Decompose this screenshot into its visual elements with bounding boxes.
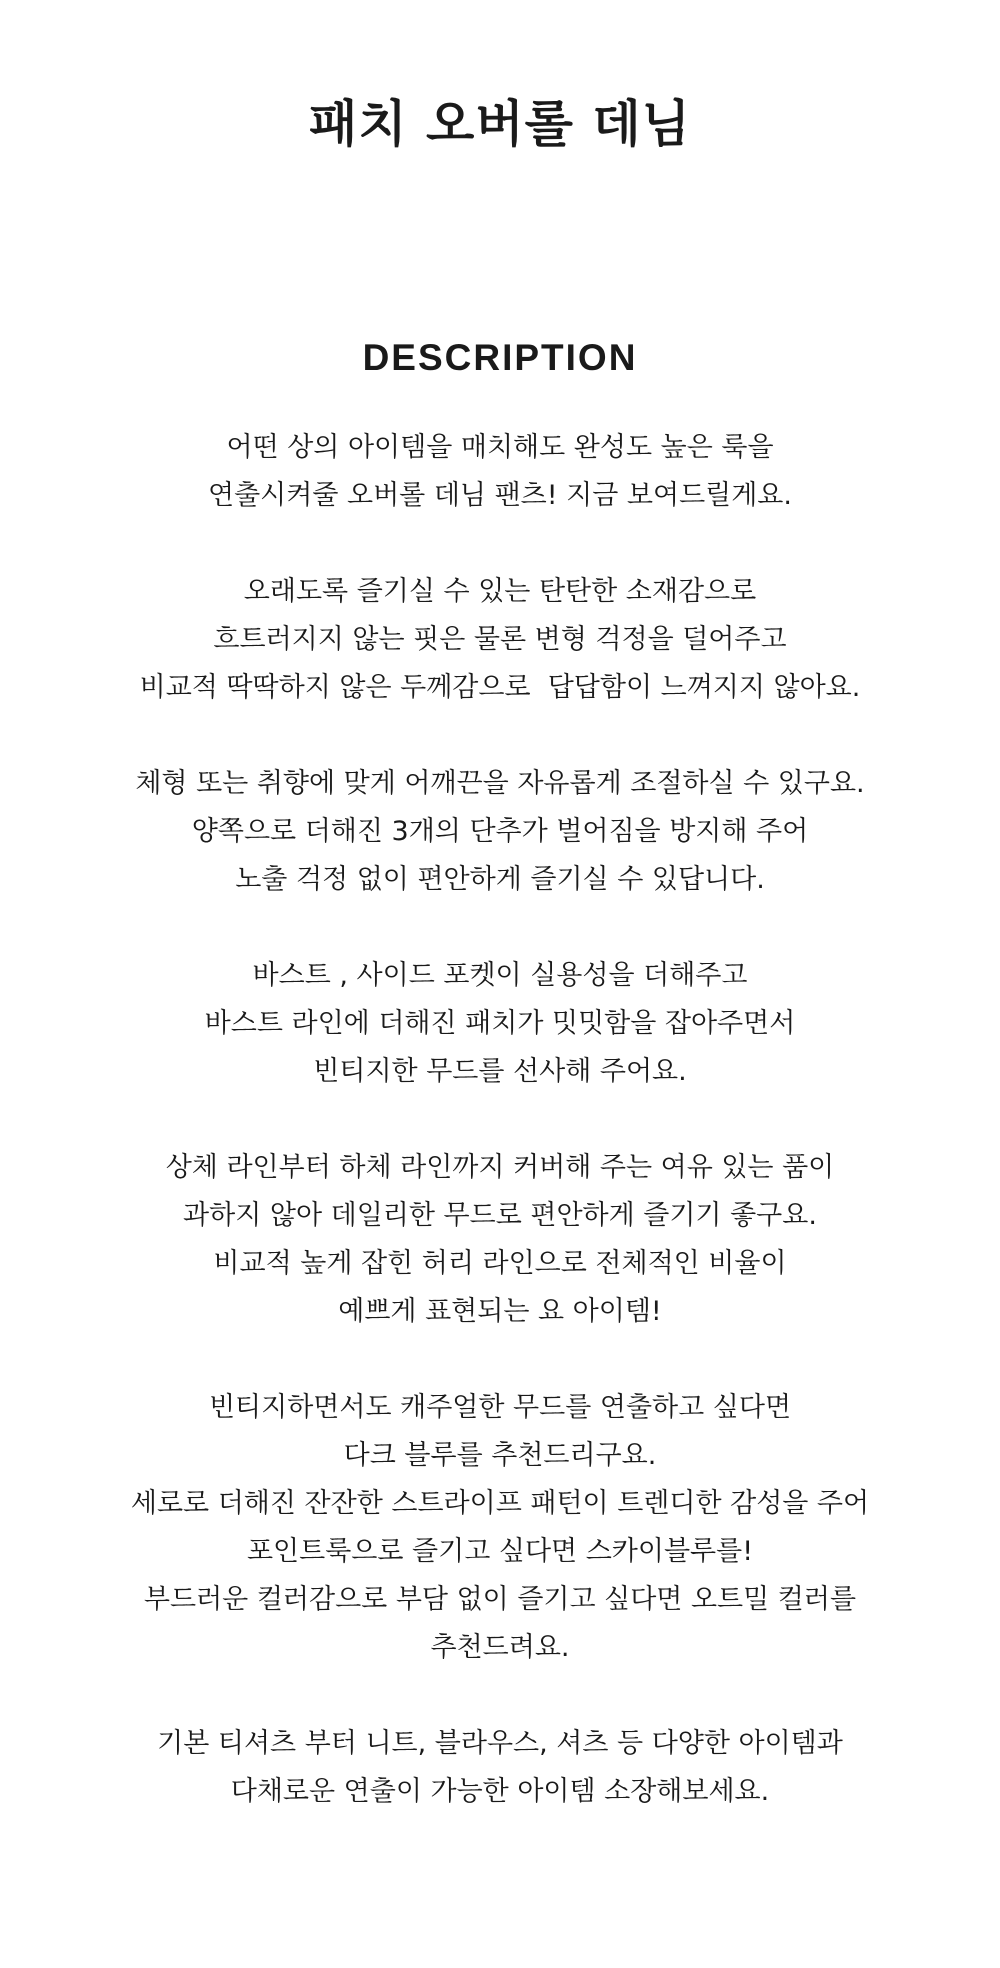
description-line: 연출시켜줄 오버롤 데님 팬츠! 지금 보여드릴게요.: [208, 480, 792, 511]
description-line: 다채로운 연출이 가능한 아이템 소장해보세요.: [230, 1776, 770, 1807]
description-paragraph: [0, 1144, 1000, 1336]
description-line: 과하지 않아 데일리한 무드로 편안하게 즐기기 좋구요.: [183, 1200, 817, 1231]
description-paragraph: [0, 424, 1000, 520]
description-line: 오래도록 즐기실 수 있는 탄탄한 소재감으로: [243, 576, 757, 607]
description-line: 추천드려요.: [430, 1632, 570, 1663]
description-line: 부드러운 컬러감으로 부담 없이 즐기고 싶다면 오트밀 컬러를: [143, 1584, 857, 1615]
description-line: 세로로 더해진 잔잔한 스트라이프 패턴이 트렌디한 감성을 주어: [130, 1488, 870, 1519]
description-paragraph: [0, 1720, 1000, 1816]
description-line: 노출 걱정 없이 편안하게 즐기실 수 있답니다.: [235, 864, 765, 895]
description-paragraph: [0, 760, 1000, 904]
description-body: [0, 424, 1000, 1864]
description-line: 빈티지하면서도 캐주얼한 무드를 연출하고 싶다면: [208, 1392, 792, 1423]
description-line: 예쁘게 표현되는 요 아이템!: [338, 1296, 662, 1327]
description-line: 바스트 , 사이드 포켓이 실용성을 더해주고: [252, 960, 748, 991]
description-line: 포인트룩으로 즐기고 싶다면 스카이블루를!: [246, 1536, 754, 1567]
description-line: 상체 라인부터 하체 라인까지 커버해 주는 여유 있는 품이: [165, 1152, 835, 1183]
description-line: 체형 또는 취향에 맞게 어깨끈을 자유롭게 조절하실 수 있구요.: [135, 768, 865, 799]
description-line: 양쪽으로 더해진 3개의 단추가 벌어짐을 방지해 주어: [191, 816, 809, 847]
description-line: 비교적 딱딱하지 않은 두께감으로 답답함이 느껴지지 않아요.: [139, 672, 861, 703]
description-line: 기본 티셔츠 부터 니트, 블라우스, 셔츠 등 다양한 아이템과: [157, 1728, 843, 1759]
description-paragraph: [0, 1384, 1000, 1672]
description-line: 빈티지한 무드를 선사해 주어요.: [313, 1056, 687, 1087]
description-heading: DESCRIPTION: [362, 337, 638, 378]
page-title: 패치 오버롤 데님: [309, 95, 691, 153]
description-line: 비교적 높게 잡힌 허리 라인으로 전체적인 비율이: [213, 1248, 787, 1279]
description-paragraph: [0, 568, 1000, 712]
description-line: 바스트 라인에 더해진 패치가 밋밋함을 잡아주면서: [204, 1008, 796, 1039]
description-line: 어떤 상의 아이템을 매치해도 완성도 높은 룩을: [226, 432, 774, 463]
description-line: 다크 블루를 추천드리구요.: [343, 1440, 657, 1471]
description-line: 흐트러지지 않는 핏은 물론 변형 걱정을 덜어주고: [213, 624, 787, 655]
description-paragraph: [0, 952, 1000, 1096]
